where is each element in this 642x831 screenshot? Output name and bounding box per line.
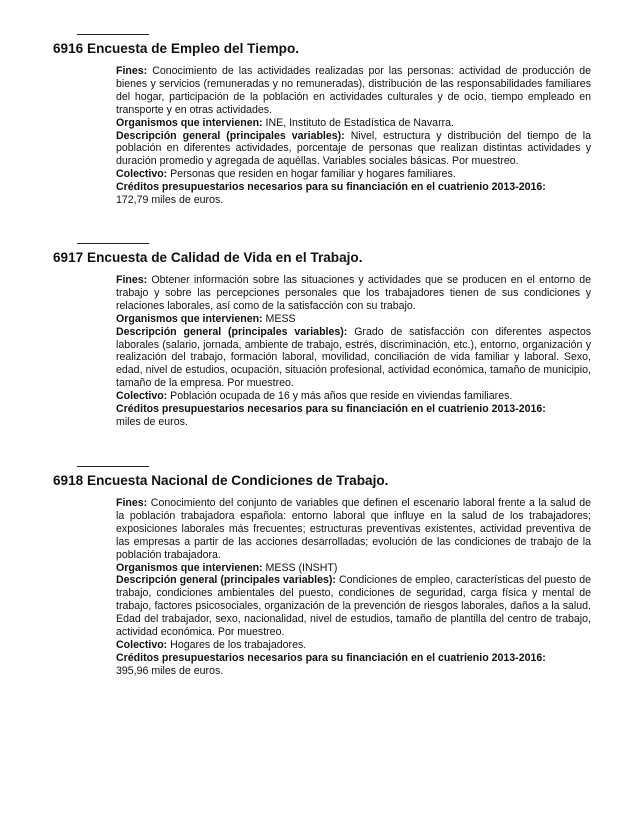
fines-paragraph	[116, 65, 591, 117]
colectivo-label: Colectivo:	[116, 390, 168, 403]
separator-rule	[77, 466, 149, 467]
organismos-label: Organismos que intervienen:	[116, 561, 263, 574]
descripcion-label: Descripción general (principales variables):	[116, 129, 345, 142]
fines-label: Fines:	[116, 65, 148, 77]
creditos-value: 172,79 miles de euros.	[116, 194, 224, 207]
descripcion-paragraph	[116, 130, 591, 169]
colectivo-text: Hogares de los trabajadores.	[170, 638, 307, 651]
descripcion-paragraph	[116, 574, 591, 639]
entry-title: 6916 Encuesta de Empleo del Tiempo.	[53, 41, 300, 56]
fines-text: Obtener información sobre las situaciones y actividades que se producen en el entorno de trabajo y sobre las percepciones personales que los trabajadores tienen de sus condiciones y relaciones laborales, así como de la satisfacción con su trabajo.	[116, 274, 592, 312]
colectivo-text: Personas que residen en hogar familiar y hogares familiares.	[170, 168, 456, 181]
fines-paragraph	[116, 274, 591, 313]
descripcion-text: Grado de satisfacción con diferentes aspectos laborales (salario, jornada, ambiente de trabajo, estrés, discriminación, etc.), entorno, organización y realización del trabajo, formación laboral, movilidad, conciliación de vida familiar y laboral. Sexo, edad, nivel de estudios, ocupación, situación profesional, actividad económica, tamaño de municipio, tamaño de la empresa. Por muestreo.	[116, 325, 592, 390]
colectivo-paragraph	[116, 168, 591, 181]
colectivo-label: Colectivo:	[116, 638, 168, 651]
entry-body	[116, 65, 591, 207]
organismos-paragraph	[116, 117, 591, 130]
creditos-paragraph	[116, 181, 591, 194]
entry-body	[116, 274, 591, 429]
entry-title: 6917 Encuesta de Calidad de Vida en el Trabajo.	[53, 250, 363, 265]
creditos-paragraph	[116, 652, 591, 665]
creditos-label: Créditos presupuestarios necesarios para su financiación en el cuatrienio 2013-2016:	[116, 651, 546, 664]
colectivo-label: Colectivo:	[116, 168, 168, 181]
descripcion-paragraph	[116, 326, 591, 391]
organismos-text: INE, Instituto de Estadística de Navarra.	[265, 116, 454, 129]
organismos-paragraph	[116, 313, 591, 326]
creditos-value: miles de euros.	[116, 415, 188, 428]
colectivo-text: Población ocupada de 16 y más años que reside en viviendas familiares.	[170, 390, 513, 403]
creditos-paragraph	[116, 403, 591, 416]
fines-label: Fines:	[116, 497, 148, 509]
descripcion-label: Descripción general (principales variables):	[116, 574, 336, 587]
fines-text: Conocimiento de las actividades realizadas por las personas: actividad de producción de bienes y servicios (remuneradas y no remuneradas), distribución de las responsabilidades familiares del hogar, participación de la población en actividades culturales y de ocio, tiempo empleado en transporte y en otras actividades.	[116, 65, 592, 116]
colectivo-paragraph	[116, 390, 591, 403]
creditos-label: Créditos presupuestarios necesarios para su financiación en el cuatrienio 2013-2016:	[116, 181, 546, 194]
organismos-text: MESS (INSHT)	[265, 561, 338, 574]
fines-text: Conocimiento del conjunto de variables que definen el escenario laboral frente a la salud de la población trabajadora española: entorno laboral que influye en la salud de los trabajadores; exposiciones laborales más frecuentes; estructuras preventivas existentes, actividad preventiva de las empresas a partir de las acciones desarrolladas; evolución de las condiciones de trabajo de la población trabajadora.	[116, 497, 591, 561]
descripcion-text: Nivel, estructura y distribución del tiempo de la población en diferentes actividades, porcentaje de personas que realizan distintas actividades y duración promedio y agregada de aquéllas. Variables sociales básicas. Por muestreo.	[116, 129, 591, 168]
entry-title: 6918 Encuesta Nacional de Condiciones de Trabajo.	[53, 473, 389, 488]
organismos-text: MESS	[265, 312, 296, 325]
separator-rule	[77, 243, 149, 244]
organismos-paragraph	[116, 562, 591, 575]
creditos-value: 395,96 miles de euros.	[116, 664, 224, 677]
colectivo-paragraph	[116, 639, 591, 652]
organismos-label: Organismos que intervienen:	[116, 312, 263, 325]
creditos-label: Créditos presupuestarios necesarios para su financiación en el cuatrienio 2013-2016:	[116, 403, 546, 416]
entry-body	[116, 497, 591, 678]
descripcion-text: Condiciones de empleo, características del puesto de trabajo, condiciones ambientales del puesto, condiciones de seguridad, carga física y mental de trabajo, factores psicosociales, organización de la prevención de riesgos laborales, daños a la salud. Edad del trabajador, sexo, nacionalidad, nivel de estudios, tamaño de plantilla del centro de trabajo, actividad económica. Por muestreo.	[116, 574, 591, 639]
separator-rule	[77, 34, 149, 35]
fines-label: Fines:	[116, 274, 148, 286]
descripcion-label: Descripción general (principales variables):	[116, 325, 348, 338]
fines-paragraph	[116, 497, 591, 562]
organismos-label: Organismos que intervienen:	[116, 116, 263, 129]
